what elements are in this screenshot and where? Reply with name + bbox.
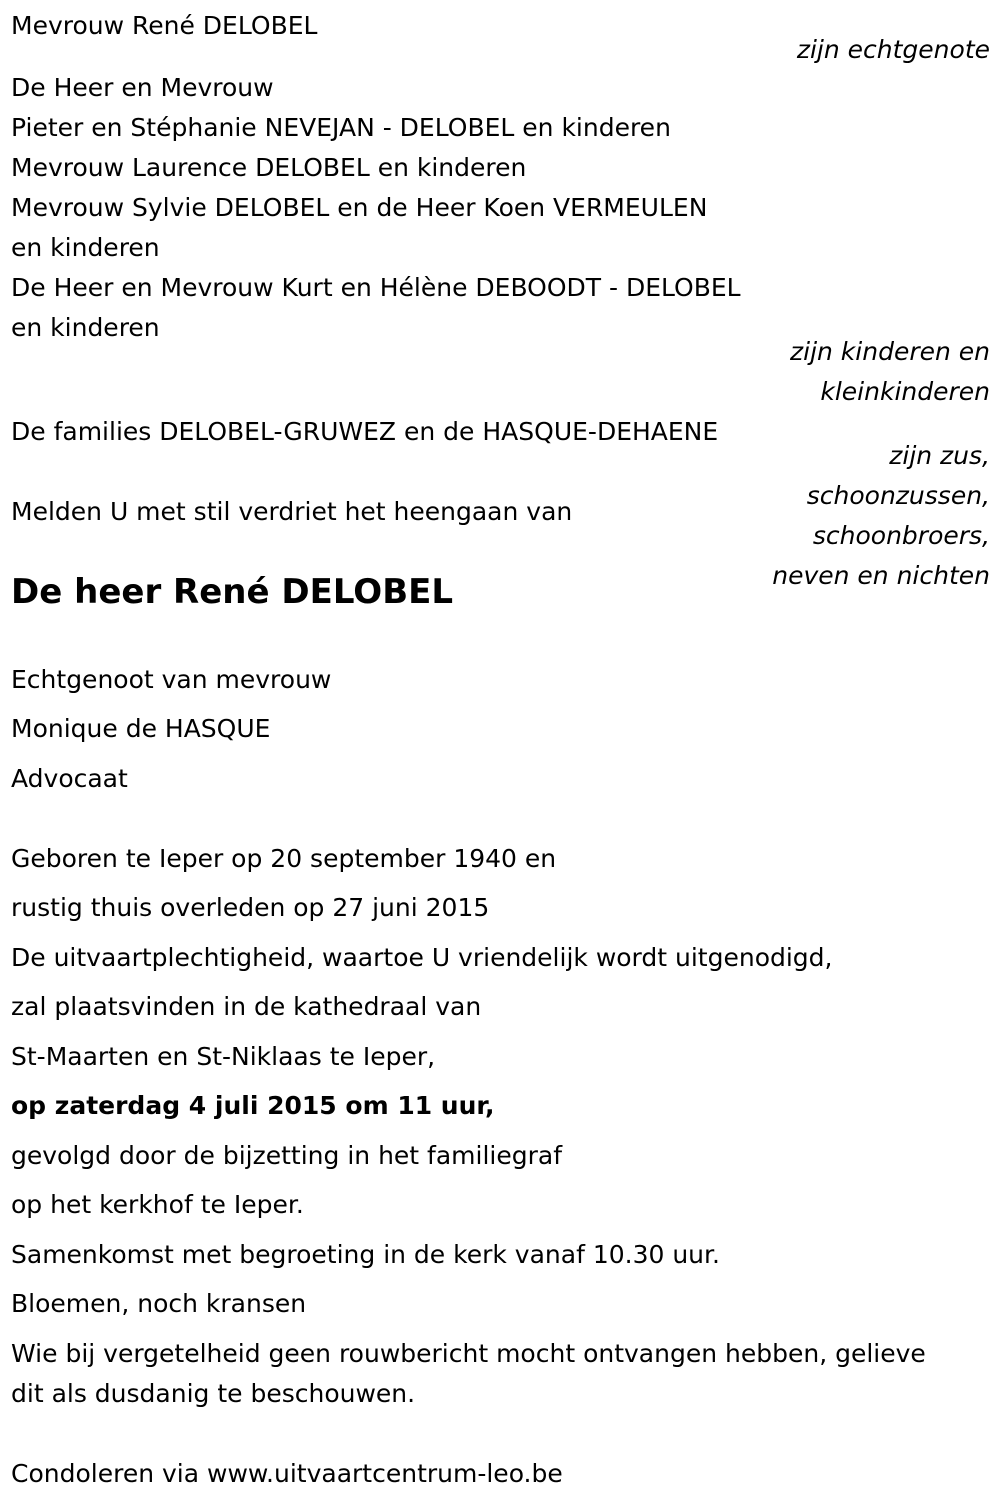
note-line-2: dit als dusdanig te beschouwen. [11, 1379, 416, 1408]
deceased-detail-profession: Advocaat [11, 764, 128, 793]
spouse-relation: zijn echtgenote [796, 35, 990, 64]
deceased-name: De heer René DELOBEL [11, 572, 453, 612]
children-line-5: en kinderen [11, 233, 160, 262]
burial-line-1: gevolgd door de bijzetting in het familiegraf [11, 1141, 563, 1170]
children-line-6: De Heer en Mevrouw Kurt en Hélène DEBOODT - DELOBEL [11, 273, 741, 302]
flowers-line: Bloemen, noch kransen [11, 1289, 307, 1318]
children-relation-2: kleinkinderen [820, 377, 990, 406]
children-line-1: De Heer en Mevrouw [11, 73, 274, 102]
children-line-3: Mevrouw Laurence DELOBEL en kinderen [11, 153, 527, 182]
died-line: rustig thuis overleden op 27 juni 2015 [11, 893, 490, 922]
ceremony-date: op zaterdag 4 juli 2015 om 11 uur, [11, 1091, 495, 1120]
note-line-1: Wie bij vergetelheid geen rouwbericht mocht ontvangen hebben, gelieve [11, 1339, 926, 1368]
spouse-line: Mevrouw René DELOBEL [11, 11, 318, 40]
burial-line-2: op het kerkhof te Ieper. [11, 1190, 304, 1219]
gathering-line: Samenkomst met begroeting in de kerk vanaf 10.30 uur. [11, 1240, 720, 1269]
children-line-4: Mevrouw Sylvie DELOBEL en de Heer Koen VERMEULEN [11, 193, 708, 222]
families-relation-1: zijn zus, [889, 441, 990, 470]
deceased-detail-spouse-name: Monique de HASQUE [11, 714, 271, 743]
ceremony-line: De uitvaartplechtigheid, waartoe U vriendelijk wordt uitgenodigd, [11, 943, 833, 972]
deceased-detail-spouse: Echtgenoot van mevrouw [11, 665, 332, 694]
intro-line: Melden U met stil verdriet het heengaan van [11, 497, 573, 526]
families-relation-3: schoonbroers, [812, 521, 990, 550]
location-line-2: St-Maarten en St-Niklaas te Ieper, [11, 1042, 436, 1071]
children-line-7: en kinderen [11, 313, 160, 342]
condolences-line: Condoleren via www.uitvaartcentrum-leo.be [11, 1459, 563, 1488]
families-line: De families DELOBEL-GRUWEZ en de HASQUE-DEHAENE [11, 417, 719, 446]
families-relation-2: schoonzussen, [806, 481, 990, 510]
children-relation-1: zijn kinderen en [790, 337, 990, 366]
location-line-1: zal plaatsvinden in de kathedraal van [11, 992, 482, 1021]
families-relation-4: neven en nichten [772, 561, 990, 590]
born-line: Geboren te Ieper op 20 september 1940 en [11, 844, 557, 873]
children-line-2: Pieter en Stéphanie NEVEJAN - DELOBEL en kinderen [11, 113, 671, 142]
